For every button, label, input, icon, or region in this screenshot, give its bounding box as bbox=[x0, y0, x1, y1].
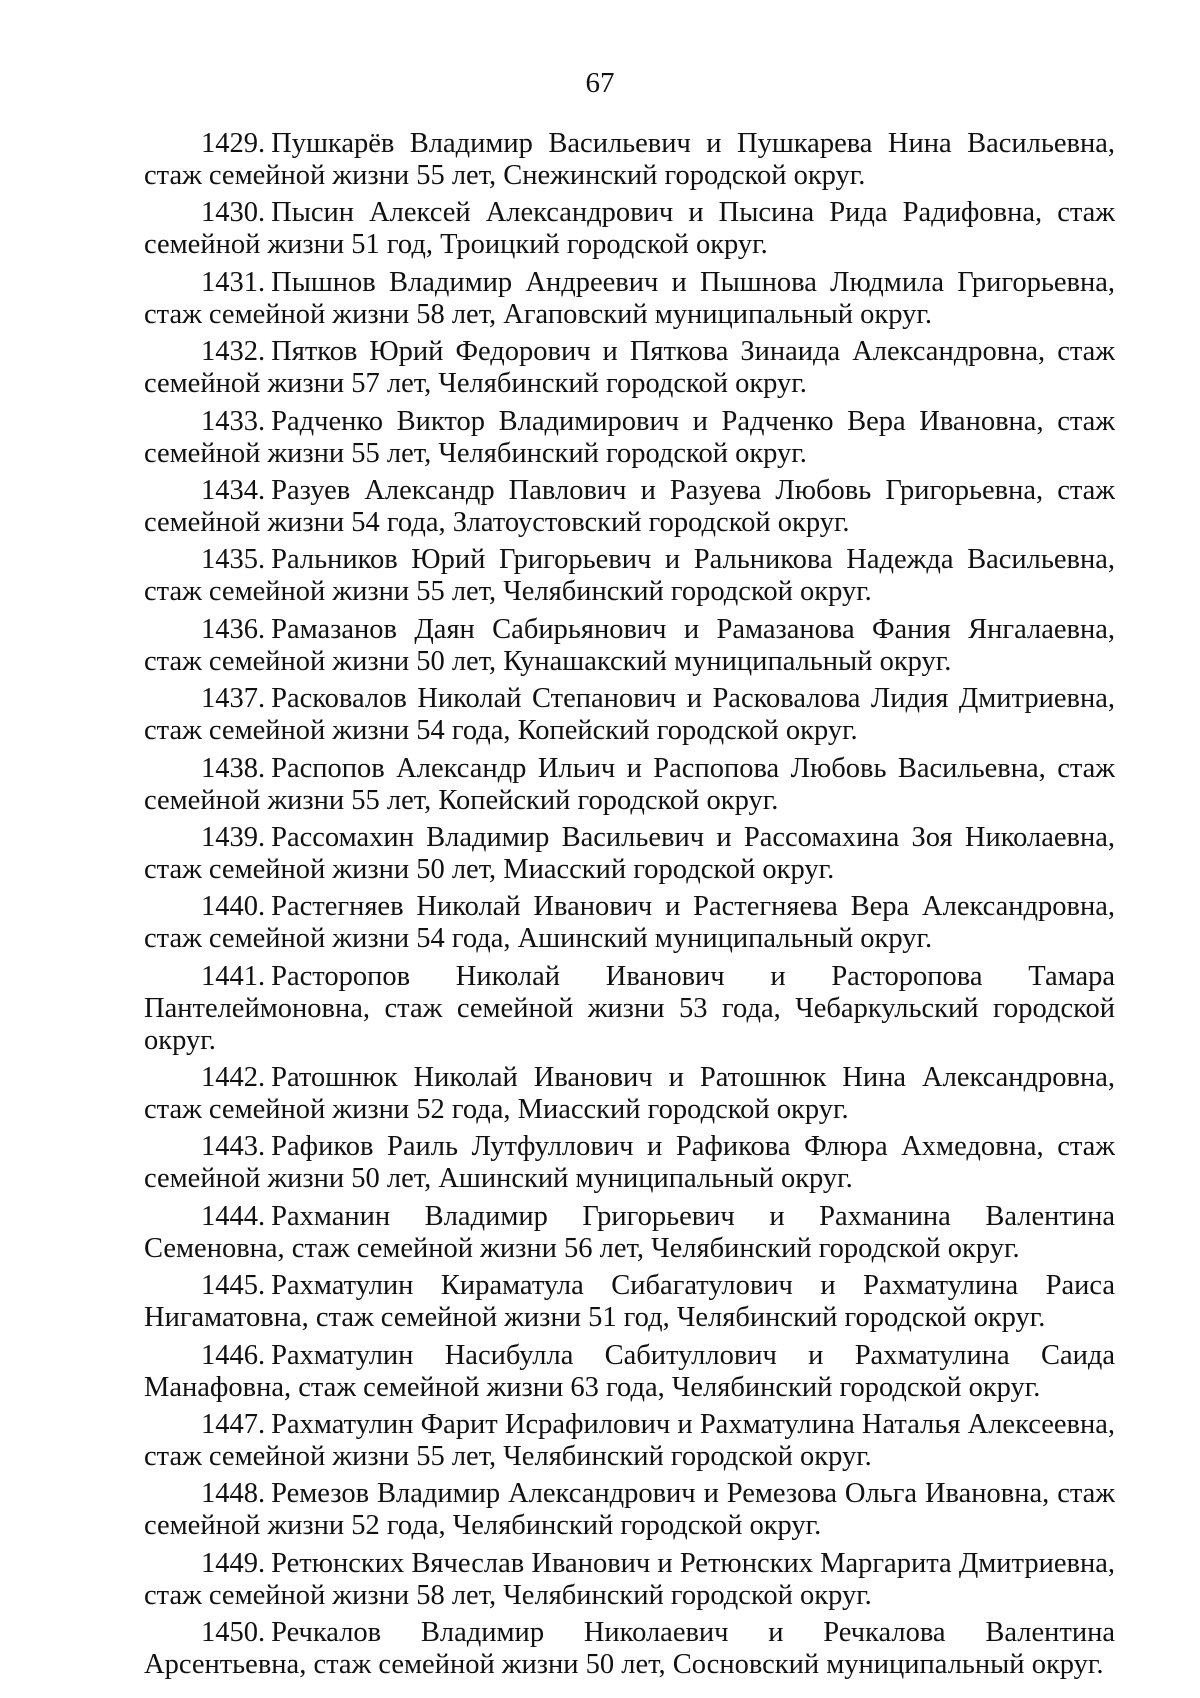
entry-number: 1432. bbox=[201, 336, 266, 368]
entry-number: 1447. bbox=[201, 1409, 266, 1441]
entry-text: Радченко Виктор Владимирович и Радченко Вера Ивановна, стаж семейной жизни 55 лет, Челябинский городской округ. bbox=[144, 405, 1115, 469]
list-item bbox=[144, 1131, 1115, 1195]
entry-text: Ремезов Владимир Александрович и Ремезова Ольга Ивановна, стаж семейной жизни 52 года, Челябинский городской округ. bbox=[144, 1478, 1115, 1542]
list-item bbox=[144, 1548, 1115, 1612]
list-item bbox=[144, 1270, 1115, 1334]
list-item bbox=[144, 822, 1115, 886]
list-item bbox=[144, 197, 1115, 261]
entry-number: 1429. bbox=[201, 128, 266, 159]
list-item bbox=[144, 406, 1115, 470]
entry-text: Распопов Александр Ильич и Распопова Любовь Васильевна, стаж семейной жизни 55 лет, Копейский городской округ. bbox=[144, 752, 1115, 816]
list-item bbox=[144, 1062, 1115, 1126]
entry-list bbox=[144, 128, 1115, 1687]
list-item bbox=[144, 1409, 1115, 1473]
entry-number: 1436. bbox=[201, 613, 266, 645]
entry-text: Разуев Александр Павлович и Разуева Любовь Григорьевна, стаж семейной жизни 54 года, Златоустовский городской округ. bbox=[144, 474, 1115, 538]
entry-number: 1445. bbox=[201, 1270, 266, 1302]
list-item bbox=[144, 475, 1115, 539]
list-item bbox=[144, 267, 1115, 331]
entry-text: Растегняев Николай Иванович и Растегняева Вера Александровна, стаж семейной жизни 54 года, Ашинский муниципальный округ. bbox=[144, 891, 1115, 955]
entry-text: Пятков Юрий Федорович и Пяткова Зинаида Александровна, стаж семейной жизни 57 лет, Челябинский городской округ. bbox=[144, 336, 1115, 400]
entry-text: Рамазанов Даян Сабирьянович и Рамазанова Фания Янгалаевна, стаж семейной жизни 50 лет, Кунашакский муниципальный округ. bbox=[144, 613, 1115, 677]
page-number: 67 bbox=[585, 67, 615, 99]
entry-text: Расторопов Николай Иванович и Расторопова Тамара Пантелеймоновна, стаж семейной жизни 53 года, Чебаркульский городской округ. bbox=[144, 960, 1115, 1056]
entry-text: Расковалов Николай Степанович и Расковалова Лидия Дмитриевна, стаж семейной жизни 54 года, Копейский городской округ. bbox=[144, 683, 1115, 747]
entry-number: 1442. bbox=[201, 1062, 266, 1094]
list-item bbox=[144, 891, 1115, 955]
entry-number: 1446. bbox=[201, 1339, 266, 1371]
entry-text: Ральников Юрий Григорьевич и Ральникова Надежда Васильевна, стаж семейной жизни 55 лет, Челябинский городской округ. bbox=[144, 544, 1115, 608]
entry-text: Пышнов Владимир Андреевич и Пышнова Людмила Григорьевна, стаж семейной жизни 58 лет, Агаповский муниципальный округ. bbox=[144, 266, 1115, 330]
entry-text: Рахматулин Насибулла Сабитуллович и Рахматулина Саида Манафовна, стаж семейной жизни 63 года, Челябинский городской округ. bbox=[144, 1339, 1115, 1403]
entry-text: Рахматулин Фарит Исрафилович и Рахматулина Наталья Алексеевна, стаж семейной жизни 55 лет, Челябинский городской округ. bbox=[144, 1409, 1115, 1473]
entry-text: Рафиков Раиль Лутфуллович и Рафикова Флюра Ахмедовна, стаж семейной жизни 50 лет, Ашинский муниципальный округ. bbox=[144, 1131, 1115, 1195]
entry-number: 1441. bbox=[201, 960, 266, 992]
list-item bbox=[144, 1617, 1115, 1681]
entry-number: 1431. bbox=[201, 266, 266, 298]
list-item bbox=[144, 753, 1115, 817]
entry-text: Пысин Алексей Александрович и Пысина Рида Радифовна, стаж семейной жизни 51 год, Троицкий городской округ. bbox=[144, 197, 1115, 261]
list-item bbox=[144, 128, 1115, 192]
entry-text: Ретюнских Вячеслав Иванович и Ретюнских Маргарита Дмитриевна, стаж семейной жизни 58 лет, Челябинский городской округ. bbox=[144, 1547, 1115, 1611]
entry-text: Рассомахин Владимир Васильевич и Рассомахина Зоя Николаевна, стаж семейной жизни 50 лет, Миасский городской округ. bbox=[144, 821, 1115, 885]
entry-number: 1433. bbox=[201, 405, 266, 437]
list-item bbox=[144, 544, 1115, 608]
list-item bbox=[144, 614, 1115, 678]
entry-number: 1435. bbox=[201, 544, 266, 576]
list-item bbox=[144, 1478, 1115, 1542]
list-item bbox=[144, 1201, 1115, 1265]
entry-number: 1430. bbox=[201, 197, 266, 229]
entry-number: 1434. bbox=[201, 474, 266, 506]
entry-text: Рахматулин Кираматула Сибагатулович и Рахматулина Раиса Нигаматовна, стаж семейной жизни 51 год, Челябинский городской округ. bbox=[144, 1270, 1115, 1334]
list-item bbox=[144, 683, 1115, 747]
entry-number: 1449. bbox=[201, 1547, 266, 1579]
entry-number: 1443. bbox=[201, 1131, 266, 1163]
list-item bbox=[144, 336, 1115, 400]
list-item bbox=[144, 1340, 1115, 1404]
entry-number: 1450. bbox=[201, 1617, 266, 1649]
entry-text: Речкалов Владимир Николаевич и Речкалова Валентина Арсентьевна, стаж семейной жизни 50 лет, Сосновский муниципальный округ. bbox=[144, 1617, 1115, 1681]
entry-text: Пушкарёв Владимир Васильевич и Пушкарева Нина Васильевна, стаж семейной жизни 55 лет, Снежинский городской округ. bbox=[144, 128, 1115, 191]
entry-number: 1448. bbox=[201, 1478, 266, 1510]
entry-number: 1444. bbox=[201, 1200, 266, 1232]
entry-number: 1437. bbox=[201, 683, 266, 715]
entry-number: 1438. bbox=[201, 752, 266, 784]
entry-text: Ратошнюк Николай Иванович и Ратошнюк Нина Александровна, стаж семейной жизни 52 года, Миасский городской округ. bbox=[144, 1062, 1115, 1126]
list-item bbox=[144, 961, 1115, 1057]
entry-number: 1439. bbox=[201, 821, 266, 853]
entry-number: 1440. bbox=[201, 891, 266, 923]
entry-text: Рахманин Владимир Григорьевич и Рахманина Валентина Семеновна, стаж семейной жизни 56 лет, Челябинский городской округ. bbox=[144, 1200, 1115, 1264]
